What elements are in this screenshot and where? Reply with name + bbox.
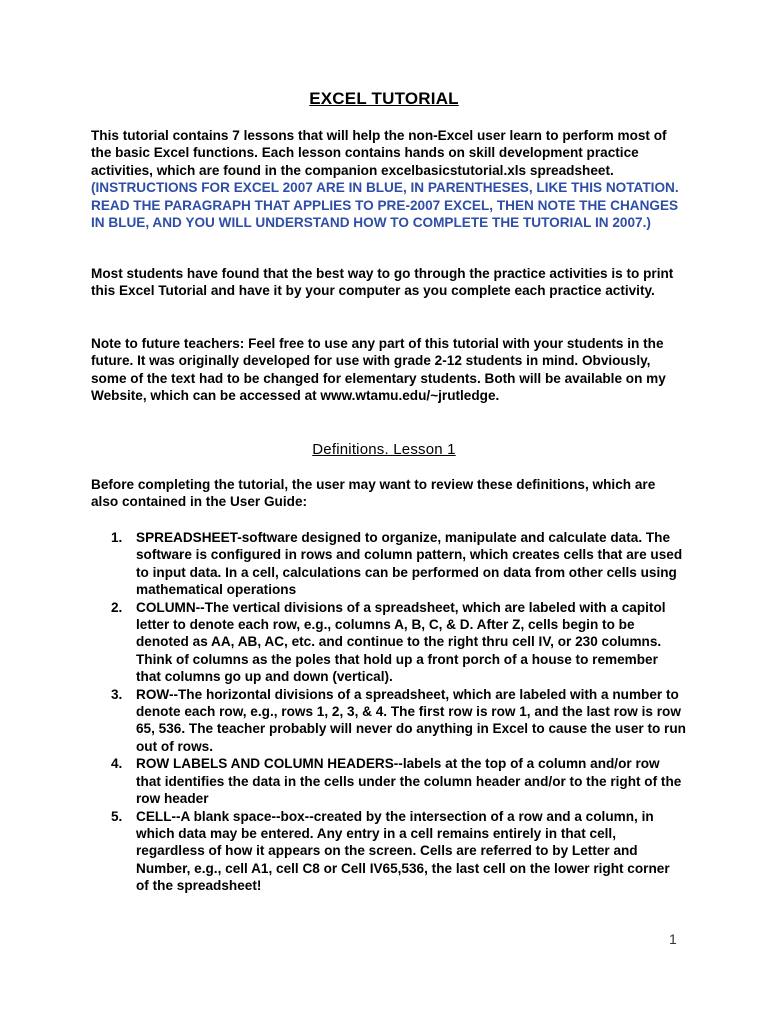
- print-advice-paragraph: Most students have found that the best way to go through the practice activities is to print this Excel Tutorial and have it by your computer as you complete each practice activity.: [91, 266, 674, 299]
- definition-item: [91, 808, 686, 895]
- definition-item: [91, 599, 686, 686]
- page-number: 1: [669, 931, 677, 947]
- definition-text: COLUMN--The vertical divisions of a spreadsheet, which are labeled with a capitol letter to denote each row, e.g., columns A, B, C, & D. After Z, cells begin to be denoted as AA, AB, AC, etc. and continue to the right thru cell IV, or 230 columns. Think of columns as the poles that hold up a front porch of a house to remember that columns go up and down (vertical).: [136, 599, 666, 685]
- definition-text: ROW--The horizontal divisions of a spreadsheet, which are labeled with a number to denote each row, e.g., rows 1, 2, 3, & 4. The first row is row 1, and the last row is row 65, 536. The teacher probably will never do anything in Excel to cause the user to run out of rows.: [136, 686, 686, 754]
- definitions-intro-paragraph: Before completing the tutorial, the user may want to review these definitions, which are also contained in the User Guide:: [91, 477, 656, 510]
- intro-paragraph: [91, 127, 681, 231]
- definition-number: 5.: [111, 808, 123, 824]
- document-title: EXCEL TUTORIAL: [309, 89, 459, 108]
- definition-text: CELL--A blank space--box--created by the intersection of a row and a column, in which data may be entered. Any entry in a cell remains entirely in that cell, regardless of how it appears on the screen. Cells are referred to by Letter and Number, e.g., cell A1, cell C8 or Cell IV65,536, the last cell on the lower right corner of the spreadsheet!: [136, 808, 670, 894]
- definition-item: [91, 686, 686, 756]
- lesson-heading: Definitions. Lesson 1: [312, 441, 456, 458]
- intro-blue-note: (INSTRUCTIONS FOR EXCEL 2007 ARE IN BLUE, IN PARENTHESES, LIKE THIS NOTATION. READ THE PARAGRAPH THAT APPLIES TO PRE-2007 EXCEL, THEN NOTE THE CHANGES IN BLUE, AND YOU WILL UNDERSTAND HOW TO COMPLETE THE TUTORIAL IN 2007.): [91, 180, 679, 231]
- definition-text: SPREADSHEET-software designed to organize, manipulate and calculate data. The software is configured in rows and column pattern, which creates cells that are used to input data. In a cell, calculations can be performed on data from other cells using mathematical operations: [136, 530, 683, 598]
- intro-text: This tutorial contains 7 lessons that will help the non-Excel user learn to perform most of the basic Excel functions. Each lesson contains hands on skill development practice activities, which are found in the companion excelbasicstutorial.xls spreadsheet.: [91, 128, 667, 178]
- definition-number: 1.: [111, 530, 123, 545]
- definition-item: [91, 529, 686, 599]
- definitions-list: [91, 529, 686, 895]
- definition-number: 3.: [111, 686, 123, 702]
- teacher-note-paragraph: Note to future teachers: Feel free to use any part of this tutorial with your students in the future. It was originally developed for use with grade 2-12 students in mind. Obviously, some of the text had to be changed for elementary students. Both will be available on my Website, which can be accessed at www.wtamu.edu/~jrutledge.: [91, 336, 666, 404]
- definition-number: 4.: [111, 756, 123, 772]
- definition-number: 2.: [111, 599, 123, 615]
- definition-text: ROW LABELS AND COLUMN HEADERS--labels at the top of a column and/or row that identifies the data in the cells under the column header and/or to the right of the row header: [136, 756, 682, 807]
- definition-item: [91, 755, 686, 807]
